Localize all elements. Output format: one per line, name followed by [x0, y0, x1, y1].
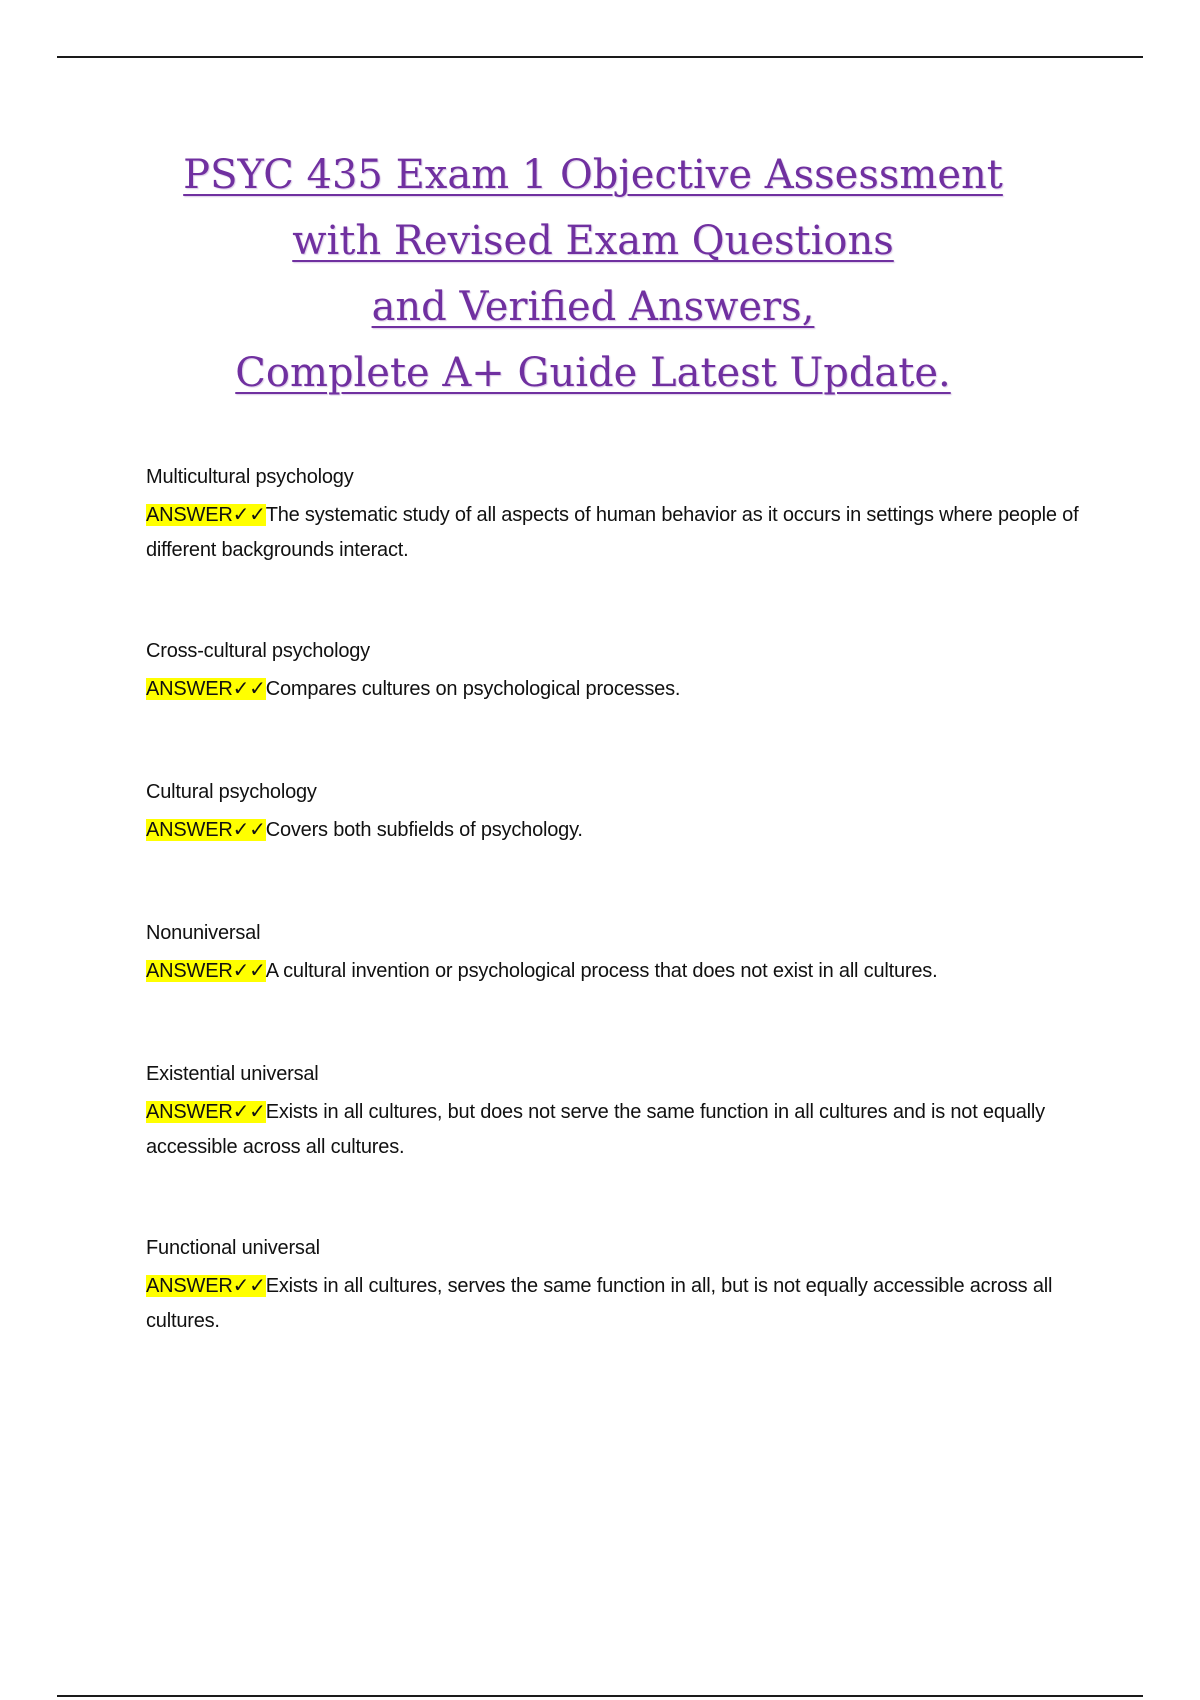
answer: [146, 1269, 1096, 1339]
answer: [146, 1095, 1096, 1165]
answer: [146, 954, 1096, 989]
answer: [146, 813, 1096, 848]
answer-label: ANSWER✓✓: [146, 819, 266, 841]
answer-label: ANSWER✓✓: [146, 1275, 266, 1297]
term: Functional universal: [146, 1237, 320, 1259]
title-line-4: Complete A+ Guide Latest Update.: [235, 350, 951, 396]
answer-text: A cultural invention or psychological process that does not exist in all cultures.: [265, 960, 938, 982]
answer-label: ANSWER✓✓: [146, 960, 266, 982]
answer: [146, 672, 1096, 707]
term: Nonuniversal: [146, 922, 261, 944]
title-line-2: with Revised Exam Questions: [292, 218, 894, 264]
title-line-3: and Verified Answers,: [371, 284, 815, 330]
answer-label: ANSWER✓✓: [146, 678, 266, 700]
document-title: [0, 142, 1186, 406]
qa-entry: [146, 1233, 1096, 1339]
answer-label: ANSWER✓✓: [146, 504, 266, 526]
answer-text: The systematic study of all aspects of human behavior as it occurs in settings where people of different backgrounds interact.: [146, 504, 1079, 561]
term: Existential universal: [146, 1063, 319, 1085]
answer-text: Exists in all cultures, serves the same function in all, but is not equally accessible across all cultures.: [146, 1275, 1053, 1332]
qa-entry: [146, 1059, 1096, 1165]
qa-entry: [146, 777, 1096, 848]
answer: [146, 498, 1096, 568]
qa-list: [146, 462, 1096, 1407]
answer-text: Compares cultures on psychological processes.: [265, 678, 681, 700]
answer-text: Exists in all cultures, but does not serve the same function in all cultures and is not equally accessible across all cultures.: [146, 1101, 1045, 1158]
qa-entry: [146, 462, 1096, 568]
qa-entry: [146, 636, 1096, 707]
title-line-1: PSYC 435 Exam 1 Objective Assessment: [183, 152, 1003, 198]
answer-text: Covers both subfields of psychology.: [265, 819, 583, 841]
bottom-rule: [57, 1695, 1143, 1697]
top-rule: [57, 56, 1143, 58]
qa-entry: [146, 918, 1096, 989]
term: Cultural psychology: [146, 781, 317, 803]
answer-label: ANSWER✓✓: [146, 1101, 266, 1123]
term: Multicultural psychology: [146, 466, 354, 488]
term: Cross-cultural psychology: [146, 640, 370, 662]
